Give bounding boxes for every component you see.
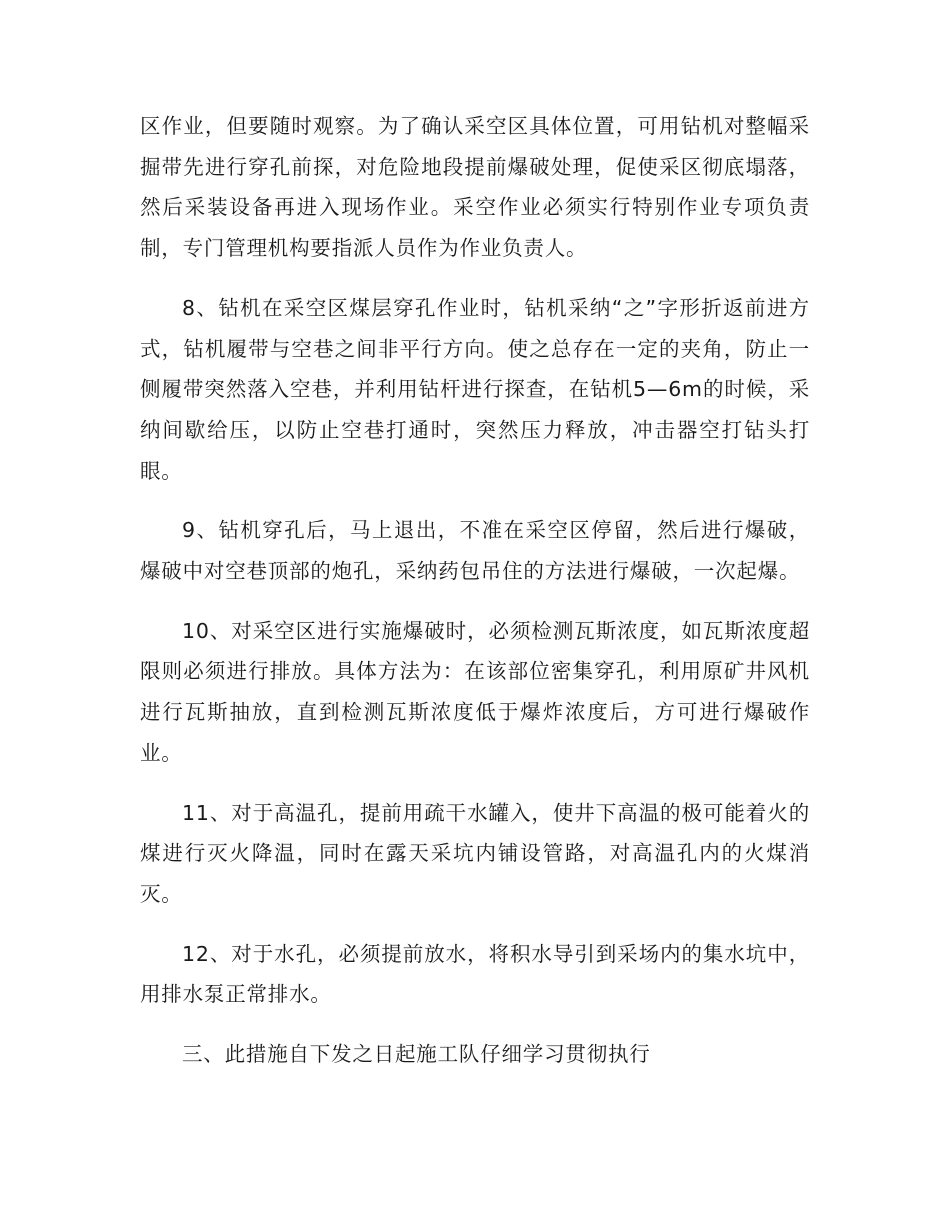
paragraph-section-3: 三、此措施自下发之日起施工队仔细学习贯彻执行: [182, 1042, 651, 1067]
paragraph-continuation: 区作业，但要随时观察。为了确认采空区具体位置，可用钻机对整幅采掘带先进行穿孔前探，对危险地段提前爆破处理，促使采区彻底塌落，然后采装设备再进入现场作业。采空作业必须实行特别作业专项负责制，专门管理机构要指派人员作为作业负责人。: [140, 114, 810, 261]
paragraph-item-9: 9、钻机穿孔后，马上退出，不准在采空区停留，然后进行爆破，爆破中对空巷顶部的炮孔，采纳药包吊住的方法进行爆破，一次起爆。: [140, 518, 810, 584]
paragraph-item-12: 12、对于水孔，必须提前放水，将积水导引到采场内的集水坑中，用排水泵正常排水。: [140, 941, 810, 1007]
document-body: [140, 106, 810, 1094]
paragraph-item-10: 10、对采空区进行实施爆破时，必须检测瓦斯浓度，如瓦斯浓度超限则必须进行排放。具体方法为：在该部位密集穿孔，利用原矿井风机进行瓦斯抽放，直到检测瓦斯浓度低于爆炸浓度后，方可进行爆破作业。: [140, 618, 810, 765]
paragraph-item-8: 8、钻机在采空区煤层穿孔作业时，钻机采纳“之”字形折返前进方式，钻机履带与空巷之间非平行方向。使之总存在一定的夹角，防止一侧履带突然落入空巷，并利用钻杆进行探查，在钻机5—6m的时候，采纳间歇给压，以防止空巷打通时，突然压力释放，冲击器空打钻头打眼。: [140, 295, 810, 483]
paragraph-item-11: 11、对于高温孔，提前用疏干水罐入，使井下高温的极可能着火的煤进行灭火降温，同时在露天采坑内铺设管路，对高温孔内的火煤消灭。: [140, 800, 810, 906]
